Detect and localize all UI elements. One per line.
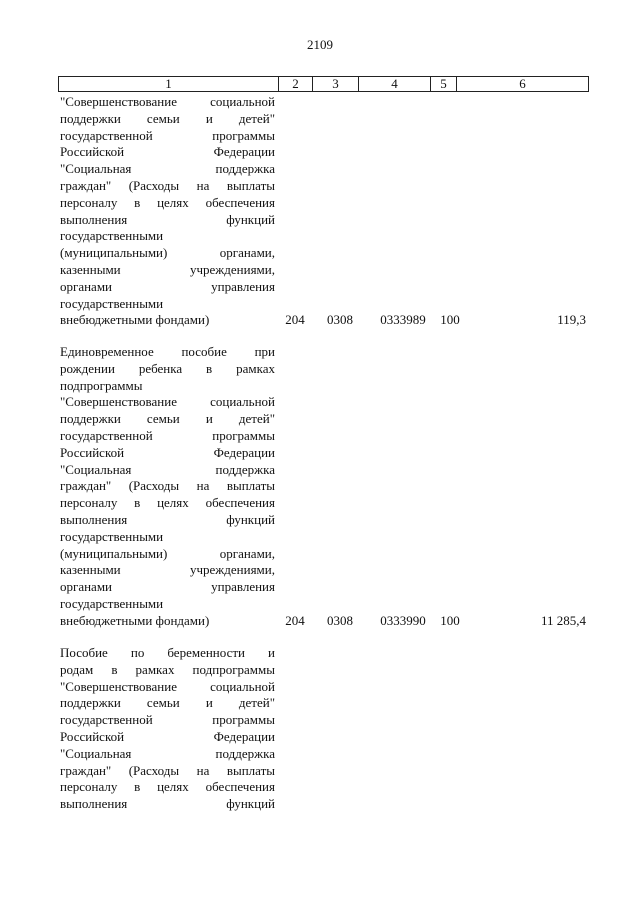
description-line: государственными bbox=[60, 228, 164, 244]
row-col4-value: 0333989 bbox=[380, 312, 426, 328]
description-line: "Совершенствование социальной bbox=[60, 678, 275, 694]
row-description bbox=[60, 344, 275, 630]
description-line: подпрограммы bbox=[60, 377, 143, 393]
description-line: граждан" (Расходы на выплаты bbox=[60, 177, 275, 193]
description-line: граждан" (Расходы на выплаты bbox=[60, 762, 275, 778]
description-line: государственной программы bbox=[60, 127, 275, 143]
column-header-2: 2 bbox=[279, 77, 313, 92]
page-number: 2109 bbox=[307, 37, 333, 52]
description-line: поддержки семьи и детей" bbox=[60, 110, 275, 126]
description-line: "Совершенствование социальной bbox=[60, 394, 275, 410]
description-line: поддержки семьи и детей" bbox=[60, 411, 275, 427]
row-col6-value: 119,3 bbox=[557, 312, 586, 328]
description-line: выполнения функций bbox=[60, 211, 275, 227]
description-line: государственными bbox=[60, 295, 164, 311]
row-col6-value: 11 285,4 bbox=[540, 612, 586, 628]
row-col4-value: 0333990 bbox=[380, 612, 426, 628]
description-line: "Социальная поддержка bbox=[60, 161, 275, 177]
row-col2-value: 204 bbox=[285, 312, 305, 328]
description-line: персоналу в целях обеспечения bbox=[60, 194, 275, 210]
column-header-table bbox=[58, 76, 589, 92]
description-line: государственной программы bbox=[60, 712, 275, 728]
description-line: родам в рамках подпрограммы bbox=[60, 661, 275, 677]
column-header-row bbox=[59, 77, 589, 92]
description-line: персоналу в целях обеспечения bbox=[60, 779, 275, 795]
description-line: граждан" (Расходы на выплаты bbox=[60, 478, 275, 494]
description-line: "Совершенствование социальной bbox=[60, 94, 275, 109]
description-line: "Социальная поддержка bbox=[60, 461, 275, 477]
column-header-3: 3 bbox=[313, 77, 359, 92]
row-col5-value: 100 bbox=[440, 612, 460, 628]
column-header-6: 6 bbox=[457, 77, 589, 92]
description-line: выполнения функций bbox=[60, 796, 275, 812]
description-line: государственной программы bbox=[60, 427, 275, 443]
column-header-5: 5 bbox=[431, 77, 457, 92]
description-line: внебюджетными фондами) bbox=[60, 312, 210, 328]
column-header-1: 1 bbox=[59, 77, 279, 92]
description-line: поддержки семьи и детей" bbox=[60, 695, 275, 711]
description-line: "Социальная поддержка bbox=[60, 745, 275, 761]
description-line: Российской Федерации bbox=[60, 444, 275, 460]
description-line: (муниципальными) органами, bbox=[60, 545, 275, 561]
row-col3-value: 0308 bbox=[327, 312, 353, 328]
column-header-4: 4 bbox=[359, 77, 431, 92]
description-line: персоналу в целях обеспечения bbox=[60, 495, 275, 511]
row-description bbox=[60, 645, 275, 813]
description-line: государственными bbox=[60, 595, 164, 611]
row-description bbox=[60, 94, 275, 329]
description-line: Российской Федерации bbox=[60, 728, 275, 744]
description-line: Пособие по беременности и bbox=[60, 645, 275, 660]
description-line: казенными учреждениями, bbox=[60, 261, 275, 277]
description-line: (муниципальными) органами, bbox=[60, 245, 275, 261]
description-line: выполнения функций bbox=[60, 511, 275, 527]
row-col3-value: 0308 bbox=[327, 612, 353, 628]
description-line: Российской Федерации bbox=[60, 144, 275, 160]
description-line: внебюджетными фондами) bbox=[60, 612, 210, 628]
row-col5-value: 100 bbox=[440, 312, 460, 328]
row-col2-value: 204 bbox=[285, 612, 305, 628]
description-line: казенными учреждениями, bbox=[60, 562, 275, 578]
description-line: органами управления bbox=[60, 278, 275, 294]
description-line: государственными bbox=[60, 528, 164, 544]
description-line: органами управления bbox=[60, 579, 275, 595]
description-line: Единовременное пособие при bbox=[60, 344, 275, 359]
description-line: рождении ребенка в рамках bbox=[60, 360, 275, 376]
